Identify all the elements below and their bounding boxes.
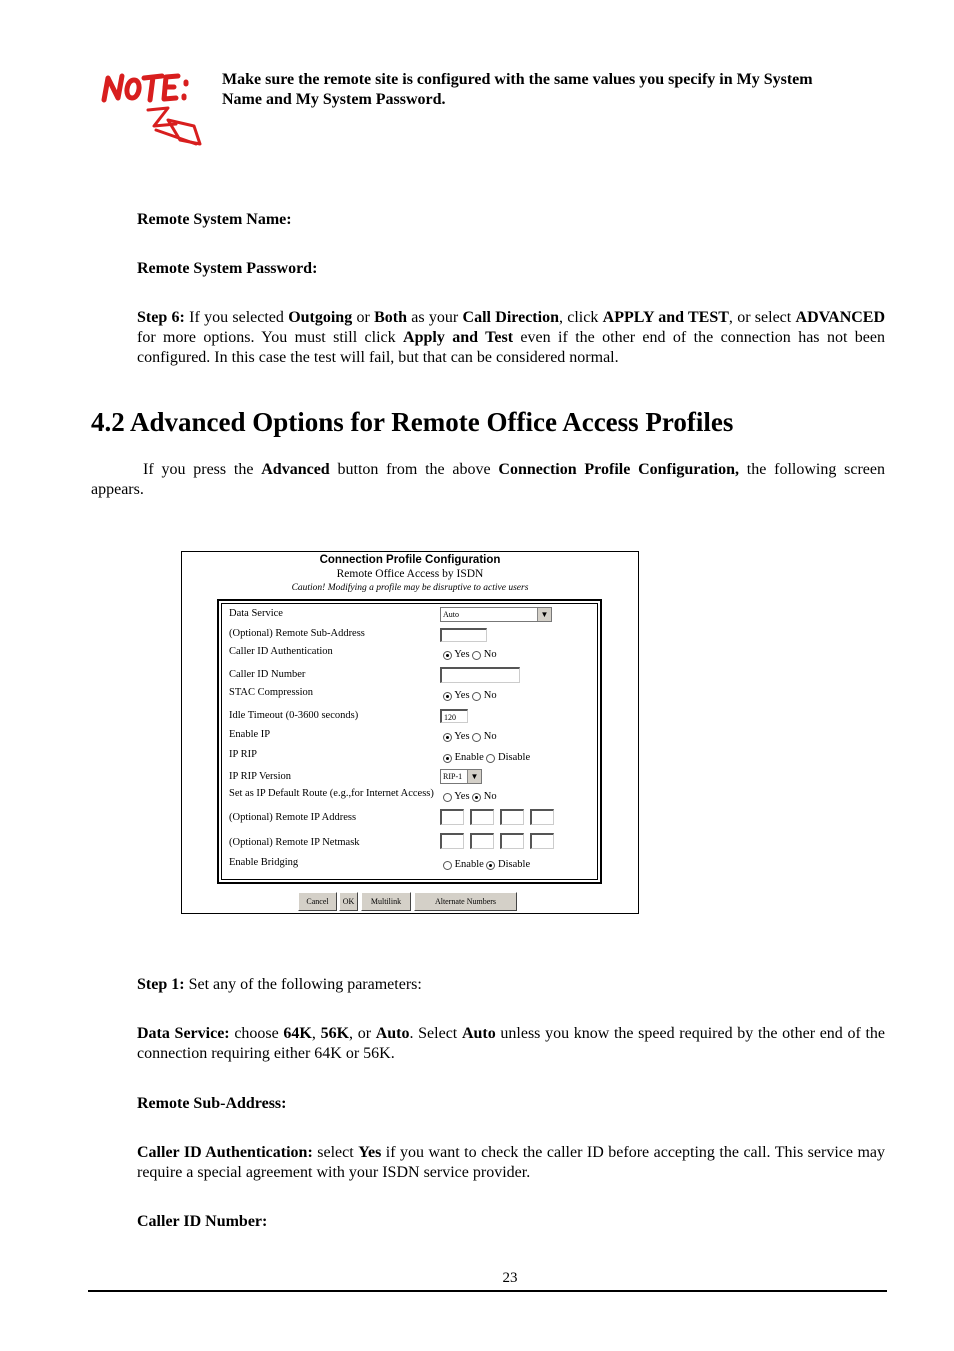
bridging-enable-radio[interactable] xyxy=(443,861,452,870)
sub-address-input[interactable] xyxy=(440,628,487,642)
connection-profile-screenshot xyxy=(181,551,639,914)
screenshot-caution: Caution! Modifying a profile may be disruptive to active users xyxy=(291,583,529,593)
intro-paragraph: If you press the Advanced button from the above Connection Profile Configuration, the following screen appears. xyxy=(91,461,885,498)
remote-ip-octet-3[interactable] xyxy=(500,809,524,825)
label-caller-id-auth: Caller ID Authentication xyxy=(229,646,333,657)
label-idle-timeout: Idle Timeout (0-3600 seconds) xyxy=(229,710,359,721)
section-title: 4.2 Advanced Options for Remote Office Access Profiles xyxy=(91,407,734,437)
default-route-no-radio[interactable] xyxy=(472,793,481,802)
caller-id-auth-no-radio[interactable] xyxy=(472,651,481,660)
chevron-down-icon: ▼ xyxy=(467,770,481,783)
ok-button[interactable]: OK xyxy=(339,892,358,911)
alternate-numbers-button[interactable]: Alternate Numbers xyxy=(414,892,517,911)
chevron-down-icon: ▼ xyxy=(537,608,551,621)
multilink-button[interactable]: Multilink xyxy=(361,892,411,911)
remote-sub-address-label: Remote Sub-Address: xyxy=(137,1095,287,1112)
caller-id-auth-radios: Yes No xyxy=(443,649,497,660)
screenshot-title: Connection Profile Configuration xyxy=(319,554,501,566)
remote-netmask-octet-3[interactable] xyxy=(500,833,524,849)
page-number: 23 xyxy=(502,1270,518,1286)
remote-ip-octet-2[interactable] xyxy=(470,809,494,825)
enable-ip-yes-radio[interactable] xyxy=(443,733,452,742)
remote-ip-octet-1[interactable] xyxy=(440,809,464,825)
label-data-service: Data Service xyxy=(229,608,283,619)
footer-rule xyxy=(88,1290,887,1292)
remote-system-password-label: Remote System Password: xyxy=(137,260,318,277)
label-enable-ip: Enable IP xyxy=(229,729,271,740)
ip-rip-radios: Enable Disable xyxy=(443,752,530,763)
enable-ip-radios: Yes No xyxy=(443,731,497,742)
label-remote-ip: (Optional) Remote IP Address xyxy=(229,812,357,823)
label-stac: STAC Compression xyxy=(229,687,314,698)
screenshot-subtitle: Remote Office Access by ISDN xyxy=(336,568,484,580)
caller-id-auth-yes-radio[interactable] xyxy=(443,651,452,660)
stac-no-radio[interactable] xyxy=(472,692,481,701)
note-text: Make sure the remote site is configured with the same values you specify in My System Name and My System Password. xyxy=(222,71,813,108)
default-route-radios: Yes No xyxy=(443,791,497,802)
remote-netmask-octet-2[interactable] xyxy=(470,833,494,849)
data-service-select[interactable]: Auto ▼ xyxy=(440,607,552,622)
caller-id-auth-paragraph: Caller ID Authentication: select Yes if you want to check the caller ID before accepting the call. This service may require a special agreement with your ISDN service provider. xyxy=(137,1144,886,1181)
idle-timeout-input[interactable]: 120 xyxy=(440,709,468,723)
label-remote-netmask: (Optional) Remote IP Netmask xyxy=(229,837,360,848)
ip-rip-enable-radio[interactable] xyxy=(443,754,452,763)
remote-system-name-label: Remote System Name: xyxy=(137,211,292,228)
enable-ip-no-radio[interactable] xyxy=(472,733,481,742)
label-caller-id-number: Caller ID Number xyxy=(229,669,306,680)
data-service-paragraph: Data Service: choose 64K, 56K, or Auto. Select Auto unless you know the speed required by the other end of the connection requiring either 64K or 56K. xyxy=(137,1025,886,1062)
step6-paragraph: Step 6: If you selected Outgoing or Both as your Call Direction, click APPLY and TEST, or select ADVANCED for more options. You must still click Apply and Test even if the other end of the connection has not been configured. In this case the test will fail, but that can be considered normal. xyxy=(137,309,886,366)
remote-netmask-octet-1[interactable] xyxy=(440,833,464,849)
label-sub-address: (Optional) Remote Sub-Address xyxy=(229,628,365,639)
stac-yes-radio[interactable] xyxy=(443,692,452,701)
remote-netmask-octet-4[interactable] xyxy=(530,833,554,849)
step1-paragraph: Step 1: Set any of the following parameters: xyxy=(137,976,422,993)
label-default-route: Set as IP Default Route (e.g.,for Internet Access) xyxy=(229,788,434,799)
ip-rip-disable-radio[interactable] xyxy=(486,754,495,763)
label-ip-rip: IP RIP xyxy=(229,749,257,760)
caller-id-number-label: Caller ID Number: xyxy=(137,1213,268,1230)
ip-rip-version-select[interactable]: RIP-1 ▼ xyxy=(440,769,482,784)
remote-ip-octet-4[interactable] xyxy=(530,809,554,825)
note-logo xyxy=(98,68,208,148)
cancel-button[interactable]: Cancel xyxy=(298,892,337,911)
label-enable-bridging: Enable Bridging xyxy=(229,857,299,868)
enable-bridging-radios: Enable Disable xyxy=(443,859,530,870)
settings-frame xyxy=(217,599,602,884)
stac-radios: Yes No xyxy=(443,690,497,701)
caller-id-number-input[interactable] xyxy=(440,667,520,683)
label-ip-rip-version: IP RIP Version xyxy=(229,771,292,782)
default-route-yes-radio[interactable] xyxy=(443,793,452,802)
bridging-disable-radio[interactable] xyxy=(486,861,495,870)
